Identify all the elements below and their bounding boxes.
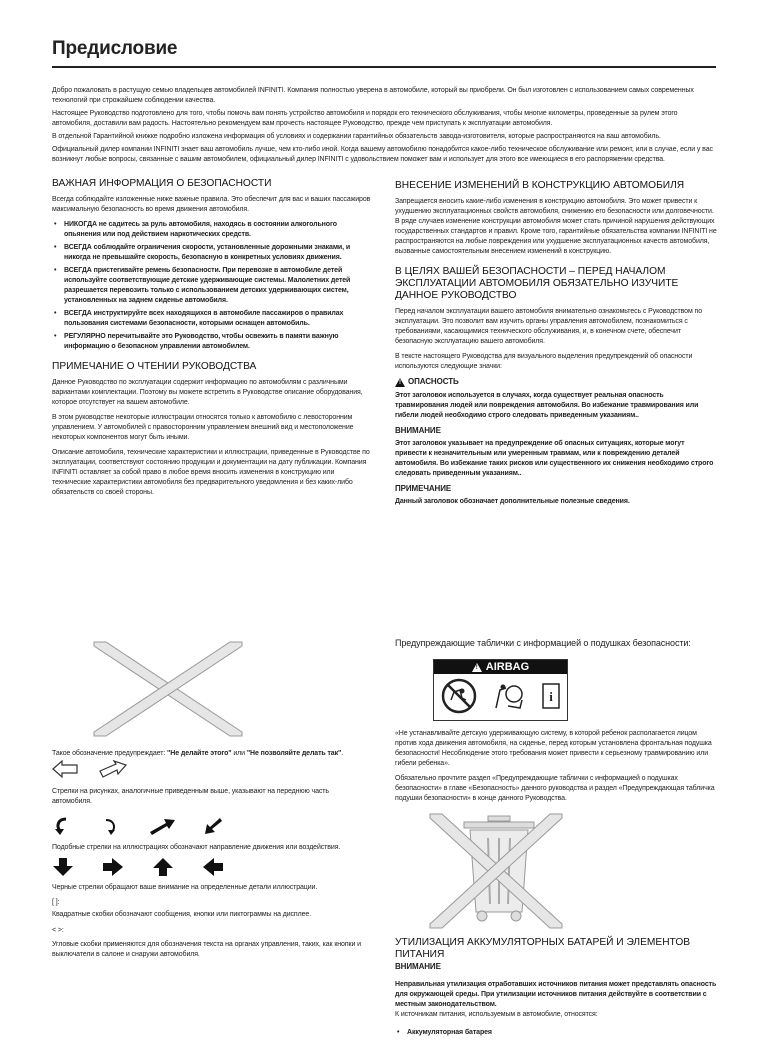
before-use-heading: В ЦЕЛЯХ ВАШЕЙ БЕЗОПАСНОСТИ – ПЕРЕД НАЧАЛОМ ЭКСПЛУАТАЦИИ АВТОМОБИЛЯ ОБЯЗАТЕЛЬНО ИЗУЧИТЕ ДАННОЕ РУКОВОДСТВО: [395, 266, 679, 301]
curved-arrow-icon: [52, 816, 74, 836]
airbag-paragraph: Обязательно прочтите раздел «Предупреждающие таблички с информацией о подушках безопасности» в главе «Безопасность» данного руководства и раздел «Предупреждающая табличка подушки безопасности» в конце данного Руководства.: [395, 775, 715, 802]
outline-arrow-left-icon: [52, 760, 78, 778]
battery-section: [395, 937, 717, 1043]
safety-rule: • РЕГУЛЯРНО перечитывайте это Руководство, чтобы освежить в памяти важную информацию о безопасном управлении автомобилем.: [52, 332, 372, 352]
dont-caption-phrase: "Не делайте этого": [167, 750, 232, 757]
warning-label: ВНИМАНИЕ: [395, 426, 441, 435]
dont-caption: [52, 749, 382, 759]
reading-paragraph: Данное Руководство по эксплуатации содержит информацию по автомобилям с различными вариантами комплектации. Поэтому вы можете встретить в Руководстве описание оборудования, которое отсутствует на вашем автомобиле.: [52, 379, 363, 406]
angle-brackets-symbol: < >:: [52, 927, 64, 934]
warning-triangle-icon: !: [395, 378, 405, 387]
arrows-motion-caption: Подобные стрелки на иллюстрациях обозначают направление движения или воздействия.: [52, 844, 341, 851]
safety-heading: ВАЖНАЯ ИНФОРМАЦИЯ О БЕЗОПАСНОСТИ: [52, 178, 272, 189]
airbag-heading: Предупреждающие таблички с информацией о подушках безопасности:: [395, 638, 691, 648]
airbag-label-pictograms: [434, 674, 567, 718]
intro-block: [52, 86, 716, 168]
before-use-paragraph: Перед началом эксплуатации вашего автомобиля внимательно ознакомьтесь с Руководством по эксплуатации. Это позволит вам изучить органы управления автомобилем, познакомиться с требованиями, касающимися технического обслуживания, и, в конечном счете, обеспечит безопасную эксплуатацию вашего автомобиля.: [395, 308, 702, 345]
arrows-front-caption: Стрелки на рисунках, аналогичные приведенным выше, указывают на переднюю часть автомобиля.: [52, 788, 329, 805]
battery-list-item: • Аккумуляторная батарея: [395, 1028, 717, 1038]
outline-arrow-angled-icon: [98, 760, 128, 778]
intro-paragraph: Настоящее Руководство подготовлено для того, чтобы помочь вам понять устройство автомобиля и порядок его технического обслуживания, чтобы многие километры, проведенные за рулем этого автомобиля, доставили вам радость. Настоятельно рекомендуем вам прочесть настоящее Руководство, прежде чем приступать к эксплуатации автомобиля.: [52, 110, 678, 127]
intro-paragraph: Официальный дилер компании INFINITI знает ваш автомобиль лучше, чем кто-либо иной. Когда вашему автомобилю понадобится какое-либо техническое обслуживание или ремонт, или в случае, если у вас возникнут любые вопросы, связанные с вашим автомобилем, официальный дилер INFINITI с удовольствием поможет вам и использует для этого все имеющиеся в его распоряжении средства.: [52, 146, 713, 163]
danger-text: Этот заголовок используется в случаях, когда существует реальная опасность травмирования людей или повреждения автомобиля. Во избежание травмирования или гибели людей необходимо строго следовать приведенным указаниям..: [395, 392, 699, 419]
warning-text: Этот заголовок указывает на предупреждение об опасных ситуациях, которые могут привести к незначительным или умеренным травмам, или к повреждению деталей автомобиля. Во избежание таких рисков или существенного их снижения необходимо строго следовать приведенным указаниям..: [395, 440, 714, 477]
crossed-out-bin-icon: [428, 812, 564, 930]
square-brackets-caption: Квадратные скобки обозначают сообщения, кнопки или пиктограммы на дисплее.: [52, 911, 312, 918]
intro-paragraph: В отдельной Гарантийной книжке подробно изложена информация об условиях и содержании гарантийных обязательств завода-изготовителя, которые распространяются на ваш автомобиль.: [52, 133, 661, 140]
left-column: [52, 178, 372, 503]
dont-do-this-x-icon: [92, 640, 244, 738]
airbag-label-text: AIRBAG: [485, 661, 530, 673]
modifications-heading: ВНЕСЕНИЕ ИЗМЕНЕНИЙ В КОНСТРУКЦИЮ АВТОМОБИЛЯ: [395, 180, 685, 191]
battery-warning-text: Неправильная утилизация отработавших источников питания может представлять опасность для окружающей среды. При утилизации источников питания действуйте в соответствии с местным законодательством.: [395, 981, 717, 1008]
black-arrow-right-icon: [102, 857, 124, 877]
curved-arrow-icon: [202, 816, 224, 836]
title-rule: [52, 66, 716, 68]
airbag-warning-label: [433, 659, 568, 721]
no-rear-facing-child-seat-icon: [440, 678, 478, 714]
black-arrow-up-icon: [152, 857, 174, 877]
warning-triangle-icon: !: [472, 663, 482, 672]
safety-rule: • НИКОГДА не садитесь за руль автомобиля, находясь в состоянии алкогольного опьянения или под действием наркотических средств.: [52, 220, 372, 240]
safety-rule: • ВСЕГДА пристегивайте ремень безопасности. При перевозке в автомобиле детей используйте соответствующие детские удерживающие системы. Малолетних детей разрешается перевозить только с использованием детских удерживающих систем, установленных на заднем сиденье автомобиля.: [52, 266, 372, 306]
safety-intro: Всегда соблюдайте изложенные ниже важные правила. Это обеспечит для вас и ваших пассажиров максимальную безопасность во время движения автомобиля.: [52, 196, 371, 213]
black-arrow-left-icon: [202, 857, 224, 877]
before-use-paragraph: В тексте настоящего Руководства для визуального выделения предупреждений об опасности используются следующие значки:: [395, 353, 693, 370]
page-title: Предисловие: [52, 38, 178, 59]
safety-rules-list: [52, 220, 372, 352]
front-arrows-row: [52, 760, 128, 778]
read-manual-icon: [541, 680, 561, 712]
intro-paragraph: Добро пожаловать в растущую семью владельцев автомобилей INFINITI. Компания полностью уверена в автомобиле, который вы приобрели. Он был изготовлен с использованием самых современных технологий при строжайшем соблюдении качества.: [52, 87, 694, 104]
black-arrow-down-icon: [52, 857, 74, 877]
modifications-text: Запрещается вносить какие-либо изменения в конструкцию автомобиля. Это может привести к ухудшению эксплуатационных свойств автомобиля, снижению его безопасности или долговечности. В ряде случаев изменение конструкции автомобиля может стать причиной нарушения действующих государственных стандартов и правил. Кроме того, гарантийные обязательства компании INFINITI не распространяются на любые повреждения или ухудшение эксплуатационных качеств автомобиля, вызванные самостоятельным внесением изменений в конструкцию.: [395, 198, 717, 255]
square-brackets-symbol: [ ]:: [52, 899, 60, 906]
svg-text:i: i: [549, 689, 553, 704]
diagonal-arrow-icon: [148, 816, 176, 836]
battery-list: [395, 1028, 717, 1038]
black-arrows-row: [52, 857, 224, 877]
danger-label: [395, 377, 717, 387]
dont-caption-prefix: Такое обозначение предупреждает:: [52, 750, 168, 757]
battery-list-intro: К источникам питания, используемым в автомобиле, относятся:: [395, 1011, 598, 1018]
airbag-text-block: [395, 729, 717, 809]
dont-caption-or: или: [231, 750, 247, 757]
reading-heading: ПРИМЕЧАНИЕ О ЧТЕНИИ РУКОВОДСТВА: [52, 361, 257, 372]
airbag-deploy-icon: [490, 678, 528, 714]
danger-label-text: ОПАСНОСТЬ: [408, 377, 459, 386]
arrows-black-caption: Черные стрелки обращают ваше внимание на определенные детали иллюстрации.: [52, 884, 318, 891]
battery-warning-label: ВНИМАНИЕ: [395, 962, 441, 971]
dont-caption-phrase: "Не позволяйте делать так": [246, 750, 342, 757]
safety-rule: • ВСЕГДА инструктируйте всех находящихся в автомобиле пассажиров о правилах пользования системами безопасности, которыми оснащен автомобиль.: [52, 309, 372, 329]
safety-rule: • ВСЕГДА соблюдайте ограничения скорости, установленные дорожными знаками, и никогда не превышайте скорость, безопасную в конкретных условиях движения.: [52, 243, 372, 263]
right-column: [395, 180, 717, 512]
dont-caption-end: .: [341, 750, 344, 757]
motion-arrows-row: [52, 816, 224, 836]
reading-paragraph: В этом руководстве некоторые иллюстрации относятся только к автомобилю с левосторонним управлением. У автомобилей с правосторонним управлением внешний вид и местоположение некоторых компонентов могут быть иными.: [52, 414, 354, 441]
airbag-label-header: [434, 660, 567, 674]
reading-paragraph: Описание автомобиля, технические характеристики и иллюстрации, приведенные в Руководстве по эксплуатации, соответствуют состоянию продукции и документации на дату публикации. Компания INFINITI оставляет за собой право в любое время вносить изменения в конструкцию или технические характеристики автомобиля без предварительного уведомления и без каких-либо обязательств со своей стороны.: [52, 449, 370, 496]
airbag-paragraph: «Не устанавливайте детскую удерживающую систему, в которой ребенок располагается лицом против хода движения автомобиля, на сиденье, перед которым установлена фронтальная подушка безопасности! Несоблюдение этого требования может привести к серьезному травмированию или гибели ребенка».: [395, 730, 712, 767]
angle-brackets-caption: Угловые скобки применяются для обозначения текста на органах управления, таких, как кнопки и выключатели в салоне и снаружи автомобиля.: [52, 941, 361, 958]
note-text: Данный заголовок обозначает дополнительные полезные сведения.: [395, 498, 630, 505]
curved-arrow-icon: [100, 816, 122, 836]
note-label: ПРИМЕЧАНИЕ: [395, 484, 452, 493]
battery-heading: УТИЛИЗАЦИЯ АККУМУЛЯТОРНЫХ БАТАРЕЙ И ЭЛЕМЕНТОВ ПИТАНИЯ: [395, 937, 691, 960]
